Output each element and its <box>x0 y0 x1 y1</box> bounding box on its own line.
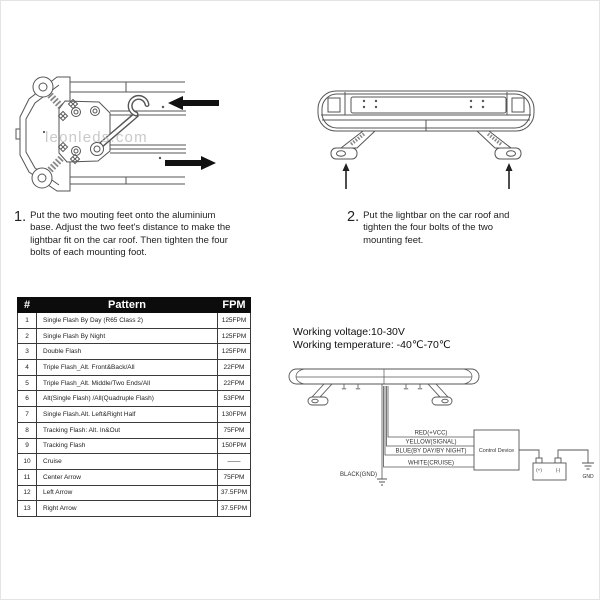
cell-pattern: Right Arrow <box>37 501 218 517</box>
cell-num: 2 <box>18 328 37 344</box>
red-wire-label: RED(+VCC) <box>414 430 448 437</box>
yellow-wire-label: YELLOW(SIGNAL) <box>405 439 457 446</box>
cell-num: 9 <box>18 438 37 454</box>
instruction-2-number: 2. <box>347 209 360 225</box>
watermark: leonleds.com <box>45 129 148 146</box>
cell-pattern: Left Arrow <box>37 485 218 501</box>
dot-marker-bottom <box>159 157 161 159</box>
specs <box>293 326 451 351</box>
cell-fpm: —— <box>218 454 251 470</box>
cell-pattern: Triple Flash_Alt. Front&Back/All <box>37 360 218 376</box>
white-wire-label: WHITE(CRUISE) <box>408 460 454 467</box>
instruction-2-text: Put the lightbar on the car roof and tighten the four bolts of the two mounting feet. <box>363 210 510 246</box>
table-row <box>18 313 251 329</box>
table-row <box>18 391 251 407</box>
table-row <box>18 469 251 485</box>
pattern-table <box>17 297 251 517</box>
cell-pattern: Double Flash <box>37 344 218 360</box>
cell-fpm: 37.5FPM <box>218 501 251 517</box>
cell-pattern: Single Flash.Alt. Left&Right Half <box>37 407 218 423</box>
cell-fpm: 22FPM <box>218 360 251 376</box>
cell-num: 13 <box>18 501 37 517</box>
mini-lightbar <box>289 369 479 405</box>
cell-fpm: 53FPM <box>218 391 251 407</box>
table-row <box>18 407 251 423</box>
cell-pattern: Single Flash By Day (R65 Class 2) <box>37 313 218 329</box>
panel-bolt-dots <box>363 100 484 108</box>
cell-num: 11 <box>18 469 37 485</box>
working-voltage: Working voltage:10-30V <box>293 326 405 338</box>
table-header-row <box>18 298 251 313</box>
cell-num: 6 <box>18 391 37 407</box>
battery-positive-label: (+) <box>536 467 542 473</box>
pivot-lug-top <box>33 77 53 97</box>
table-row <box>18 375 251 391</box>
blue-wire-label: BLUE(BY DAY/BY NIGHT) <box>395 448 467 455</box>
cell-fpm: 125FPM <box>218 328 251 344</box>
table-row <box>18 438 251 454</box>
arrow-up-right-icon <box>506 163 513 189</box>
pivot-lug-bottom <box>32 168 52 188</box>
mini-foot-left <box>308 384 332 405</box>
cell-num: 4 <box>18 360 37 376</box>
arrow-right-icon <box>165 156 216 170</box>
cell-pattern: Tracking Flash <box>37 438 218 454</box>
arrow-left-icon <box>168 96 219 110</box>
cell-pattern: Triple Flash_Alt. Middle/Two Ends/All <box>37 375 218 391</box>
table-row <box>18 454 251 470</box>
cell-fpm: 130FPM <box>218 407 251 423</box>
wiring-diagram <box>286 351 600 511</box>
table-row <box>18 360 251 376</box>
cell-num: 8 <box>18 422 37 438</box>
dot-marker-top <box>162 106 164 108</box>
cell-fpm: 22FPM <box>218 375 251 391</box>
working-temperature: Working temperature: -40℃-70℃ <box>293 338 451 351</box>
cell-num: 7 <box>18 407 37 423</box>
col-header-fpm: FPM <box>218 298 251 313</box>
cell-pattern: Center Arrow <box>37 469 218 485</box>
control-device-label: Control Device <box>478 448 515 454</box>
table-row <box>18 485 251 501</box>
table-row <box>18 422 251 438</box>
mounting-foot-left <box>331 131 375 159</box>
cell-pattern: Cruise <box>37 454 218 470</box>
gnd-label: GND <box>582 474 594 480</box>
lightbar-roof-drawing <box>301 63 551 198</box>
cell-fpm: 125FPM <box>218 344 251 360</box>
col-header-pattern: Pattern <box>37 298 218 313</box>
cell-fpm: 150FPM <box>218 438 251 454</box>
black-wire-label: BLACK(GND) <box>339 472 377 478</box>
instruction-1-number: 1. <box>14 209 27 225</box>
battery-ground-symbol <box>582 463 594 469</box>
cell-pattern: Single Flash By Night <box>37 328 218 344</box>
table-row <box>18 328 251 344</box>
table-row <box>18 344 251 360</box>
arrow-up-left-icon <box>343 163 350 189</box>
mounting-foot-right <box>477 131 521 159</box>
battery-positive-wire <box>519 450 539 458</box>
cell-pattern: Tracking Flash: Alt. In&Out <box>37 422 218 438</box>
ground-symbol <box>377 479 387 485</box>
red-wire <box>388 386 474 437</box>
cell-num: 12 <box>18 485 37 501</box>
lightbar-body <box>318 91 534 131</box>
cell-num: 5 <box>18 375 37 391</box>
pattern-table-body <box>18 313 251 517</box>
instruction-1 <box>14 210 246 259</box>
cell-num: 3 <box>18 344 37 360</box>
cell-fpm: 75FPM <box>218 469 251 485</box>
cell-num: 10 <box>18 454 37 470</box>
mini-foot-right <box>428 384 452 405</box>
cell-num: 1 <box>18 313 37 329</box>
instruction-1-text: Put the two mouting feet onto the aluminium base. Adjust the two feet's distance to make the lightbar fit on the car roof. Then tighten the four bolts of each mounting foot. <box>30 210 231 258</box>
table-row <box>18 501 251 517</box>
cell-fpm: 125FPM <box>218 313 251 329</box>
col-header-num: # <box>18 298 37 313</box>
battery-ground-wire <box>558 450 588 463</box>
battery-negative-label: (-) <box>555 467 561 473</box>
cell-fpm: 37.5FPM <box>218 485 251 501</box>
cell-pattern: Alt(Single Flash) /All(Quadruple Flash) <box>37 391 218 407</box>
instruction-2 <box>347 210 542 247</box>
cell-fpm: 75FPM <box>218 422 251 438</box>
